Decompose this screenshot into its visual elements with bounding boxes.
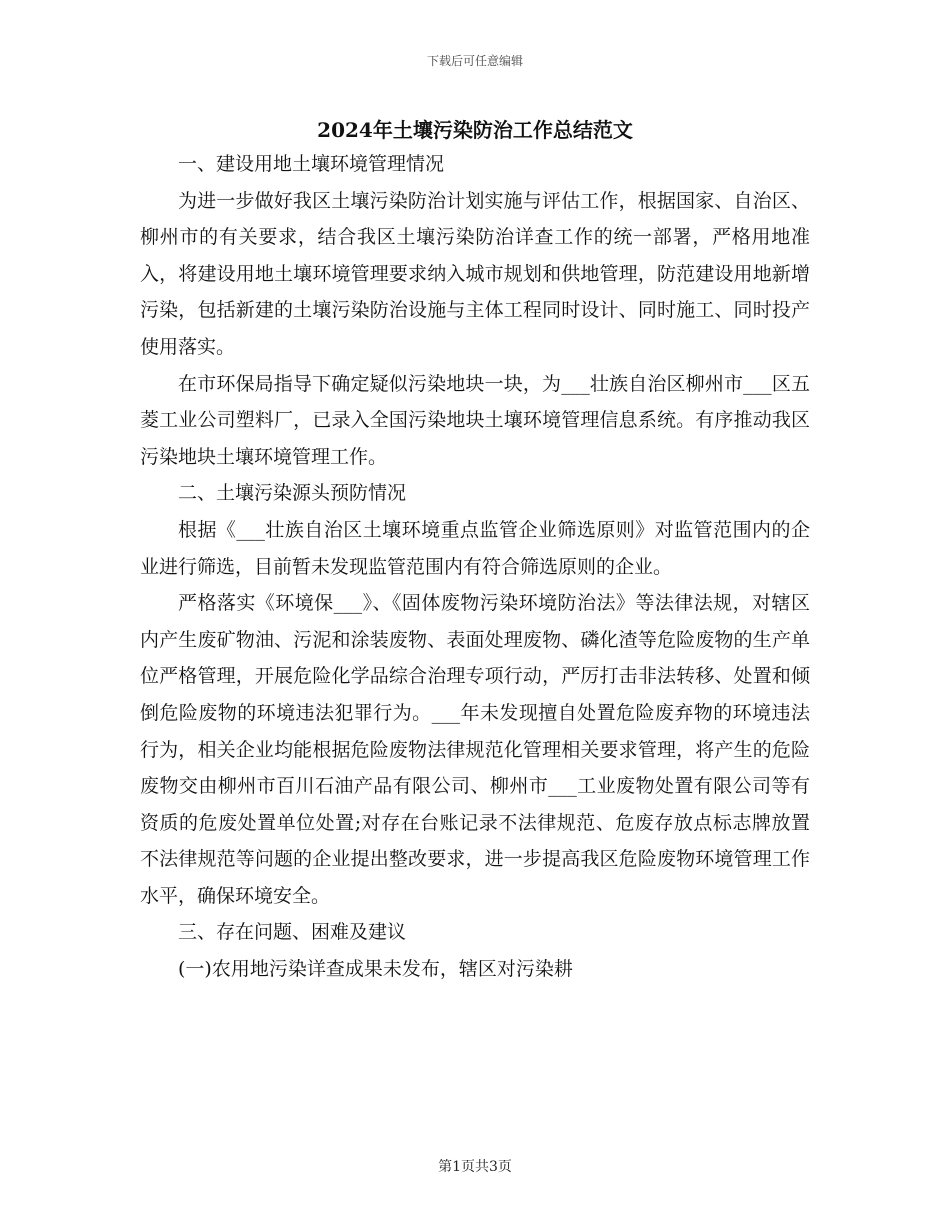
paragraph: 严格落实《环境保___》、《固体废物污染环境防治法》等法律法规，对辖区内产生废矿物油、污泥和涂装废物、表面处理废物、磷化渣等危险废物的生产单位严格管理，开展危险化学品综合治理专项行动，严厉打击非法转移、处置和倾倒危险废物的环境违法犯罪行为。___年未发现擅自处置危险废弃物的环境违法行为，相关企业均能根据危险废物法律规范化管理相关要求管理，将产生的危险废物交由柳州市百川石油产品有限公司、柳州市___工业废物处置有限公司等有资质的危废处置单位处置;对存在台账记录不法律规范、危废存放点标志牌放置不法律规范等问题的企业提出整改要求，进一步提高我区危险废物环境管理工作水平，确保环境安全。 [140,592,810,907]
page-footer: 第1页共3页 [438,1159,512,1175]
section-heading-3: 三、存在问题、困难及建议 [178,921,407,944]
page-header: 下载后可任意编辑 [426,54,523,68]
document-body [140,146,810,988]
paragraph: 为进一步做好我区土壤污染防治计划实施与评估工作，根据国家、自治区、柳州市的有关要求，结合我区土壤污染防治详查工作的统一部署，严格用地准入，将建设用地土壤环境管理要求纳入城市规划和供地管理，防范建设用地新增污染，包括新建的土壤污染防治设施与主体工程同时设计、同时施工、同时投产使用落实。 [140,189,810,358]
section-heading-1: 一、建设用地土壤环境管理情况 [178,153,445,175]
paragraph: (一)农用地污染详查成果未发布，辖区对污染耕 [178,958,573,981]
document-title: 2024年土壤污染防治工作总结范文 [317,118,633,142]
paragraph: 在市环保局指导下确定疑似污染地块一块，为___壮族自治区柳州市___区五菱工业公司塑料厂，已录入全国污染地块土壤环境管理信息系统。有序推动我区污染地块土壤环境管理工作。 [140,372,810,468]
paragraph: 根据《___壮族自治区土壤环境重点监管企业筛选原则》对监管范围内的企业进行筛选，目前暂未发现监管范围内有符合筛选原则的企业。 [140,518,810,578]
section-heading-2: 二、土壤污染源头预防情况 [178,482,407,505]
